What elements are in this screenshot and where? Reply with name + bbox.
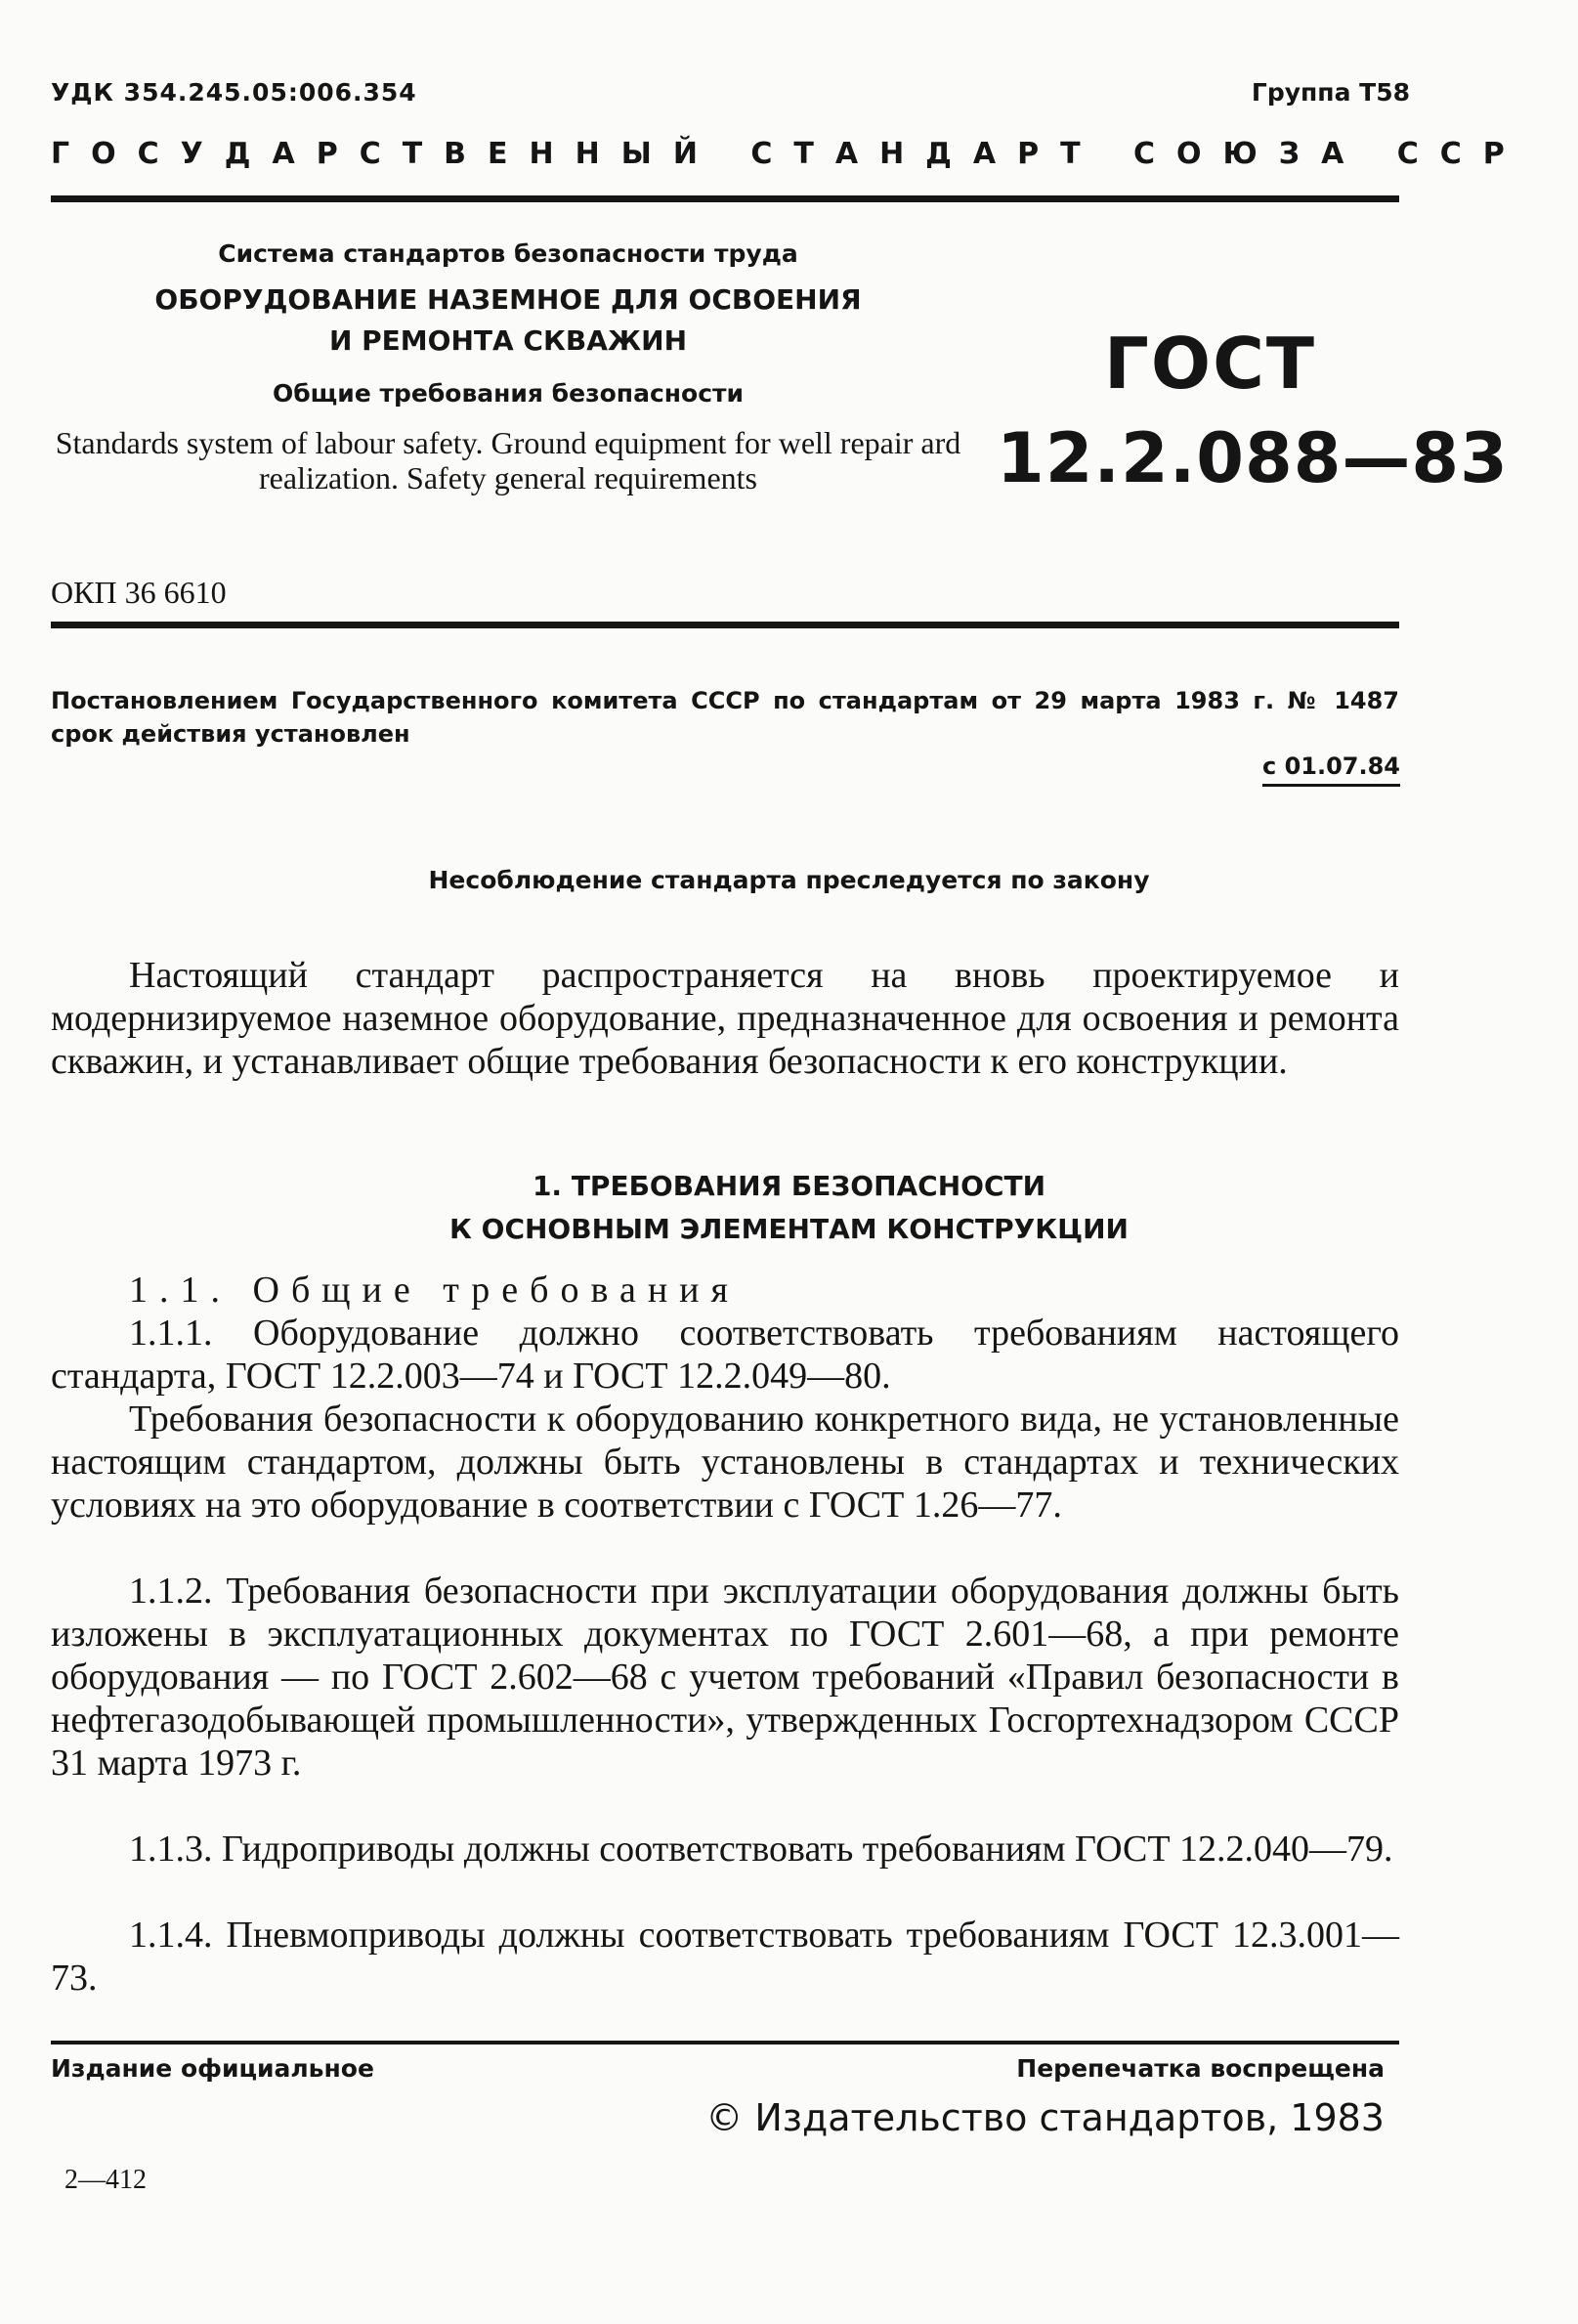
section-1-heading-line1: 1. ТРЕБОВАНИЯ БЕЗОПАСНОСТИ bbox=[532, 1170, 1046, 1202]
paragraph-1-1-2: 1.1.2. Требования безопасности при эксплуатации оборудования должны быть изложены в эксплуатационных документах по ГОСТ 2.601—68, а при ремонте оборудования — по ГОСТ 2.602—68 с учетом требований «Правил безопасности в нефтегазодобывающей промышленности», утвержденных Госгортехнадзором СССР 31 марта 1973 г. bbox=[51, 1571, 1399, 1784]
gost-label: ГОСТ bbox=[1104, 323, 1317, 405]
legal-warning: Несоблюдение стандарта преследуется по закону bbox=[428, 866, 1150, 894]
footer-rule bbox=[51, 2041, 1399, 2044]
edition-label: Издание официальное bbox=[51, 2054, 374, 2083]
publisher-copyright: © Издательство стандартов, 1983 bbox=[705, 2096, 1385, 2139]
group-code: Группа Т58 bbox=[1251, 78, 1410, 107]
intro-paragraph: Настоящий стандарт распространяется на вновь проектируемое и модернизируемое наземное оборудование, предназначенное для освоения и ремонта скважин, и устанавливает общие требования безопасности к его конструкции. bbox=[51, 955, 1399, 1082]
paragraph-1-1-1: 1.1.1. Оборудование должно соответствовать требованиям настоящего стандарта, ГОСТ 12.2.003—74 и ГОСТ 12.2.049—80. bbox=[51, 1313, 1399, 1397]
paragraph-1-1-4: 1.1.4. Пневмоприводы должны соответствовать требованиям ГОСТ 12.3.001—73. bbox=[51, 1915, 1399, 1999]
okp-code: ОКП 36 6610 bbox=[51, 575, 227, 610]
main-title-line1: ОБОРУДОВАНИЕ НАЗЕМНОЕ ДЛЯ ОСВОЕНИЯ bbox=[154, 283, 862, 316]
english-title: Standards system of labour safety. Ground equipment for well repair ard realization. Safety general requirements bbox=[55, 425, 961, 495]
reprint-notice: Перепечатка воспрещена bbox=[1016, 2054, 1385, 2083]
decree-text: Постановлением Государственного комитета СССР по стандартам от 29 марта 1983 г. № 1487 срок действия установлен bbox=[51, 687, 1399, 748]
title-block bbox=[39, 239, 977, 495]
subtitle: Общие требования безопасности bbox=[272, 379, 745, 408]
page-code: 2—412 bbox=[64, 2165, 147, 2195]
udk-code: УДК 354.245.05:006.354 bbox=[51, 78, 417, 107]
header-rule bbox=[51, 195, 1399, 202]
gost-number: 12.2.088—83 bbox=[997, 418, 1509, 498]
paragraph-1-1-3: 1.1.3. Гидроприводы должны соответствовать требованиям ГОСТ 12.2.040—79. bbox=[129, 1829, 1393, 1870]
paragraph-1-1-1-cont: Требования безопасности к оборудованию конкретного вида, не установленные настоящим стандартом, должны быть установлены в стандартах и технических условиях на это оборудование в соответствии с ГОСТ 1.26—77. bbox=[51, 1399, 1399, 1526]
standards-system-title: Система стандартов безопасности труда bbox=[218, 239, 798, 268]
subsection-1-1-heading: 1.1. Общие требования bbox=[129, 1270, 740, 1311]
title-rule bbox=[51, 622, 1399, 628]
section-1-heading-line2: К ОСНОВНЫМ ЭЛЕМЕНТАМ КОНСТРУКЦИИ bbox=[449, 1213, 1129, 1245]
main-title-line2: И РЕМОНТА СКВАЖИН bbox=[328, 324, 688, 357]
state-standard-header: ГОСУДАРСТВЕННЫЙ СТАНДАРТ СОЮЗА ССР bbox=[51, 137, 1526, 171]
effective-date: с 01.07.84 bbox=[1262, 753, 1400, 787]
